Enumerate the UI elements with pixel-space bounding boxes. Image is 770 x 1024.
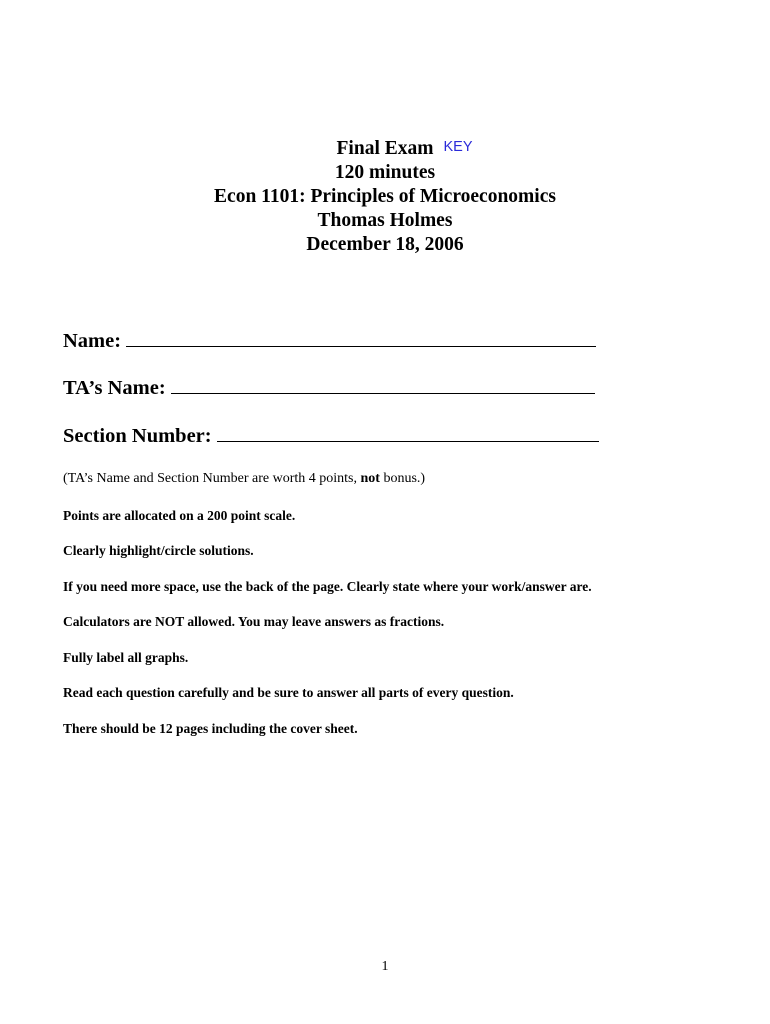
instruction-item: There should be 12 pages including the cover sheet. [63,721,358,736]
key-annotation: KEY [443,139,473,155]
note-text-after: bonus.) [379,471,426,486]
instruction-item: Clearly highlight/circle solutions. [63,543,254,558]
exam-header [0,137,770,257]
instruction-item: Read each question carefully and be sure to answer all parts of every question. [63,685,514,700]
name-label: Name: [63,330,122,352]
exam-duration: 120 minutes [334,162,436,183]
note-text-before: (TA’s Name and Section Number are worth 4 points, [63,471,361,486]
ta-name-blank-line[interactable] [171,375,595,394]
instruction-item: Points are allocated on a 200 point scale. [63,508,296,523]
ta-name-label: TA’s Name: [63,377,166,399]
exam-title: Final Exam [336,138,434,159]
instruction-item: If you need more space, use the back of the page. Clearly state where your work/answer are. [63,579,592,594]
page-number: 1 [381,959,389,974]
instruction-item: Calculators are NOT allowed. You may leave answers as fractions. [63,614,445,629]
instruction-item: Fully label all graphs. [63,650,189,665]
ta-name-field [63,375,595,400]
name-field [63,328,596,353]
section-number-label: Section Number: [63,425,212,447]
note-emphasis: not [360,471,380,486]
ta-section-note [63,470,425,488]
name-blank-line[interactable] [126,328,596,347]
course-title: Econ 1101: Principles of Microeconomics [214,186,556,207]
section-number-field [63,423,599,448]
exam-date: December 18, 2006 [306,234,464,255]
section-number-blank-line[interactable] [217,423,599,442]
instructor-name: Thomas Holmes [317,210,453,231]
